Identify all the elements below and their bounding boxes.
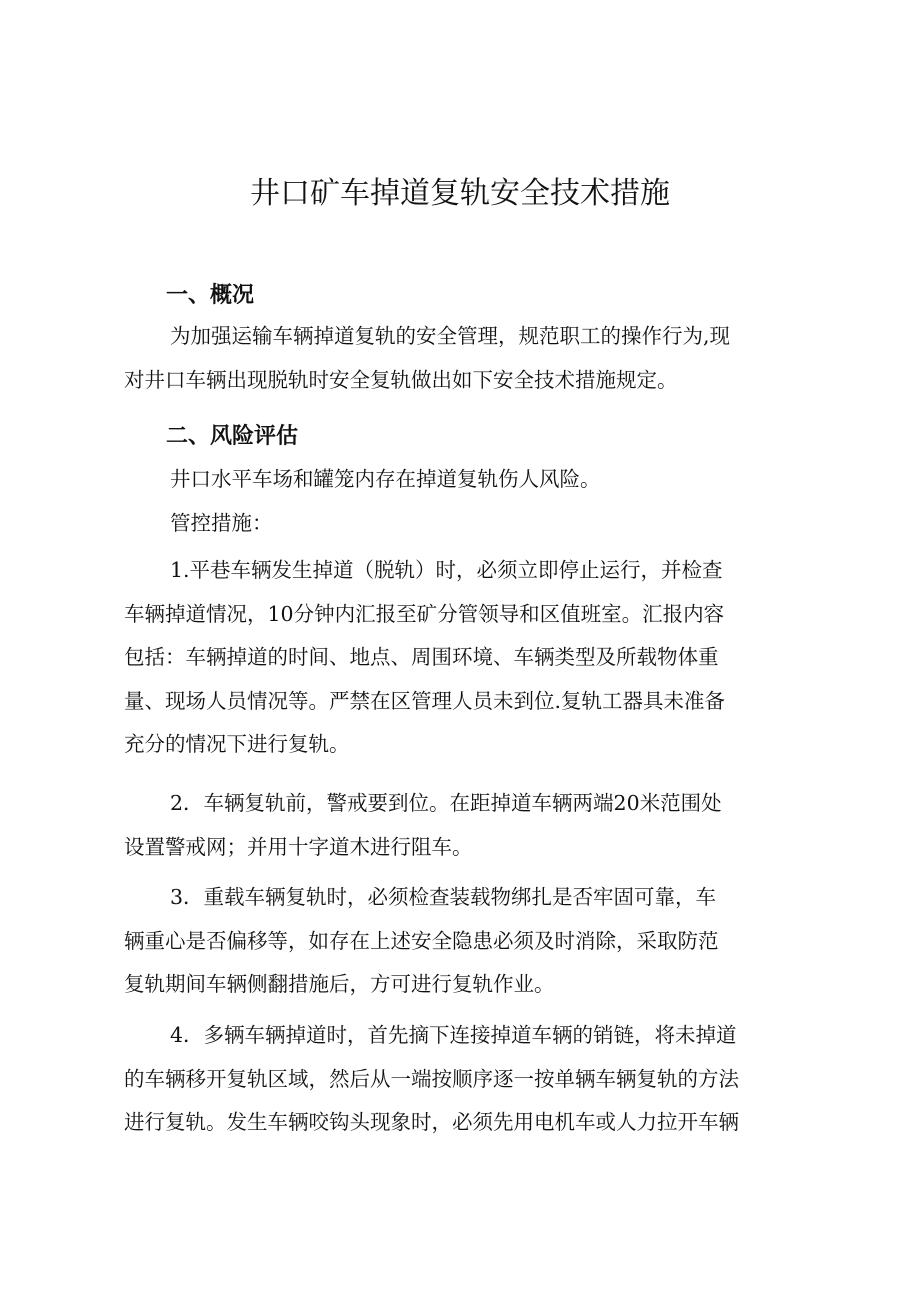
section-heading-overview: 一、概况 <box>166 283 255 308</box>
control-item-4 <box>124 1014 814 1145</box>
paragraph-line: 量、现场人员情况等。严禁在区管理人员未到位.复轨工器具未准备 <box>124 688 726 713</box>
control-item-1 <box>124 549 814 767</box>
paragraph-line: 设置警戒网；并用十字道木进行阻车。 <box>124 834 473 859</box>
paragraph-line: 辆重心是否偏移等，如存在上述安全隐患必须及时消除，采取防范 <box>124 928 719 953</box>
control-item-3 <box>124 876 814 1007</box>
paragraph-line: 进行复轨。发生车辆咬钩头现象时，必须先用电机车或人力拉开车辆 <box>124 1110 739 1134</box>
paragraph-line: 包括：车辆掉道的时间、地点、周围环境、车辆类型及所载物体重 <box>124 645 719 669</box>
control-item-2 <box>124 782 814 869</box>
paragraph-line: 充分的情况下进行复轨。 <box>124 732 350 756</box>
risk-paragraph <box>124 458 814 545</box>
paragraph-line: 井口水平车场和罐笼内存在掉道复轨伤人风险。 <box>170 467 601 491</box>
paragraph-line: 4．多辆车辆掉道时，首先摘下连接掉道车辆的销链，将未掉道 <box>170 1023 737 1047</box>
paragraph-line: 2．车辆复轨前，警戒要到位。在距掉道车辆两端20米范围处 <box>170 791 722 815</box>
paragraph-line: 对井口车辆出现脱轨时安全复轨做出如下安全技术措施规定。 <box>124 367 678 392</box>
paragraph-line: 的车辆移开复轨区域，然后从一端按顺序逐一按单辆车辆复轨的方法 <box>124 1066 739 1091</box>
section-heading-risk: 二、风险评估 <box>166 424 299 449</box>
paragraph-line: 3．重载车辆复轨时，必须检查装载物绑扎是否牢固可靠，车 <box>170 885 717 909</box>
paragraph-line: 车辆掉道情况，10分钟内汇报至矿分管领导和区值班室。汇报内容 <box>124 601 725 626</box>
controls-label: 管控措施： <box>170 510 273 535</box>
overview-paragraph <box>124 315 814 402</box>
paragraph-line: 1.平巷车辆发生掉道（脱轨）时，必须立即停止运行，并检查 <box>170 558 723 582</box>
document-title: 井口矿车掉道复轨安全技术措施 <box>250 176 670 211</box>
paragraph-line: 复轨期间车辆侧翻措施后，方可进行复轨作业。 <box>124 972 555 996</box>
paragraph-line: 为加强运输车辆掉道复轨的安全管理，规范职工的操作行为,现 <box>170 324 731 348</box>
